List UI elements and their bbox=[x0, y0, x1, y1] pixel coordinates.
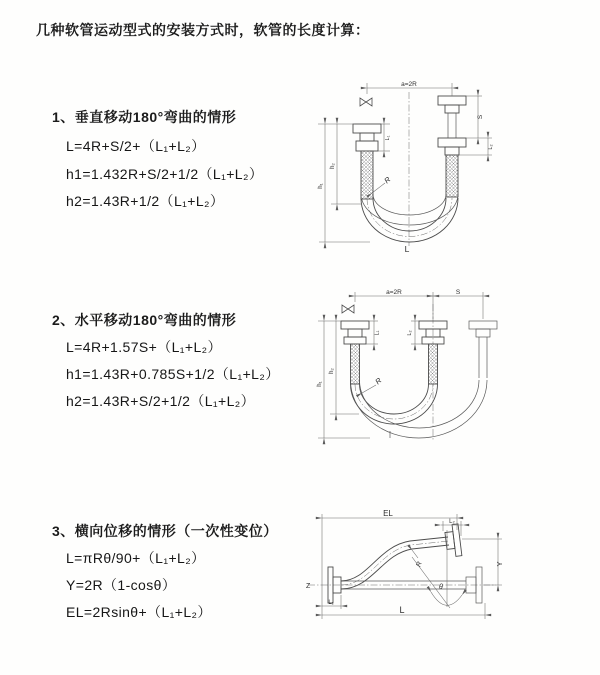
valve-icon bbox=[360, 98, 372, 106]
braided-hose-section bbox=[351, 344, 360, 384]
section3-formula-L: L=πRθ/90+（L₁+L₂） bbox=[66, 550, 206, 566]
section1-formula-h2: h2=1.43R+1/2（L₁+L₂） bbox=[66, 193, 225, 209]
dim-label-r: R bbox=[373, 375, 384, 387]
dim-label-r: R bbox=[415, 560, 424, 569]
radius-leader bbox=[372, 183, 385, 193]
hose-inner-arc-2 bbox=[373, 194, 446, 215]
hose-inner-arc bbox=[373, 198, 446, 231]
section1-formula-h1: h1=1.432R+S/2+1/2（L₁+L₂） bbox=[66, 166, 264, 182]
diagram-lateral-displacement bbox=[300, 505, 592, 645]
dim-label-l1: L₁ bbox=[328, 600, 334, 606]
valve-icon bbox=[342, 305, 354, 313]
dim-label-l2: L₂ bbox=[449, 519, 455, 525]
section1-formula-L: L=4R+S/2+（L₁+L₂） bbox=[66, 138, 206, 154]
section3-heading: 3、横向位移的情形（一次性变位） bbox=[52, 523, 278, 539]
dim-label-l2: L₂ bbox=[488, 144, 494, 150]
dim-label-l1: L₁ bbox=[385, 135, 391, 141]
dim-label-h2: h₂ bbox=[330, 163, 336, 169]
dim-label-a2r: a=2R bbox=[386, 289, 402, 296]
dim-label-r: R bbox=[382, 174, 393, 186]
hose-outer-arc bbox=[351, 384, 438, 424]
dim-label-L: L bbox=[399, 605, 405, 615]
page-title: 几种软管运动型式的安装方式时，软管的长度计算： bbox=[36, 22, 370, 38]
dim-label-h2: h₂ bbox=[329, 368, 335, 374]
axis-marker: Z bbox=[306, 583, 311, 590]
section2-formula-L: L=4R+1.57S+（L₁+L₂） bbox=[66, 339, 222, 355]
braided-hose-section bbox=[429, 344, 438, 384]
section1-heading: 1、垂直移动180°弯曲的情形 bbox=[52, 109, 237, 125]
moving-end-fitting-pos2 bbox=[469, 321, 497, 378]
braided-hose-section bbox=[361, 151, 373, 199]
dim-label-l1: L₁ bbox=[374, 330, 381, 336]
dim-label-s: S bbox=[455, 289, 461, 296]
dim-label-l2: L₂ bbox=[407, 330, 413, 336]
dim-label-a2r: a=2R bbox=[401, 81, 417, 88]
dim-label-h1: h₁ bbox=[317, 381, 323, 387]
radius-leader bbox=[362, 385, 376, 393]
hose-curve-wall bbox=[341, 545, 449, 589]
fixed-end-fitting bbox=[353, 124, 381, 199]
section2-formula-h2: h2=1.43R+S/2+1/2（L₁+L₂） bbox=[66, 393, 256, 409]
dim-label-s: S bbox=[477, 114, 484, 120]
dim-label-L: L bbox=[404, 244, 410, 254]
hose-curve-wall bbox=[341, 537, 448, 581]
section3-formula-Y: Y=2R（1-cosθ） bbox=[66, 577, 177, 593]
dim-label-el: EL bbox=[383, 509, 393, 518]
diagram-vertical-180-bend bbox=[310, 76, 496, 254]
angle-reference-diagonal bbox=[412, 557, 450, 608]
section2-heading: 2、水平移动180°弯曲的情形 bbox=[52, 312, 237, 328]
dim-label-y: Y bbox=[495, 561, 504, 567]
radius-leader bbox=[412, 550, 418, 558]
dim-label-theta: θ bbox=[439, 584, 443, 591]
fixed-end-fitting bbox=[341, 321, 369, 384]
moving-end-fitting bbox=[438, 96, 466, 197]
section2-formula-h1: h1=1.43R+0.785S+1/2（L₁+L₂） bbox=[66, 366, 280, 382]
section3-formula-EL: EL=2Rsinθ+（L₁+L₂） bbox=[66, 604, 212, 620]
dim-label-h1: h₁ bbox=[318, 183, 324, 189]
hose-curve-centerline bbox=[341, 541, 449, 585]
diagram-horizontal-180-bend bbox=[310, 286, 594, 458]
braided-hose-section bbox=[446, 155, 458, 197]
hose-outer-arc bbox=[361, 198, 458, 242]
